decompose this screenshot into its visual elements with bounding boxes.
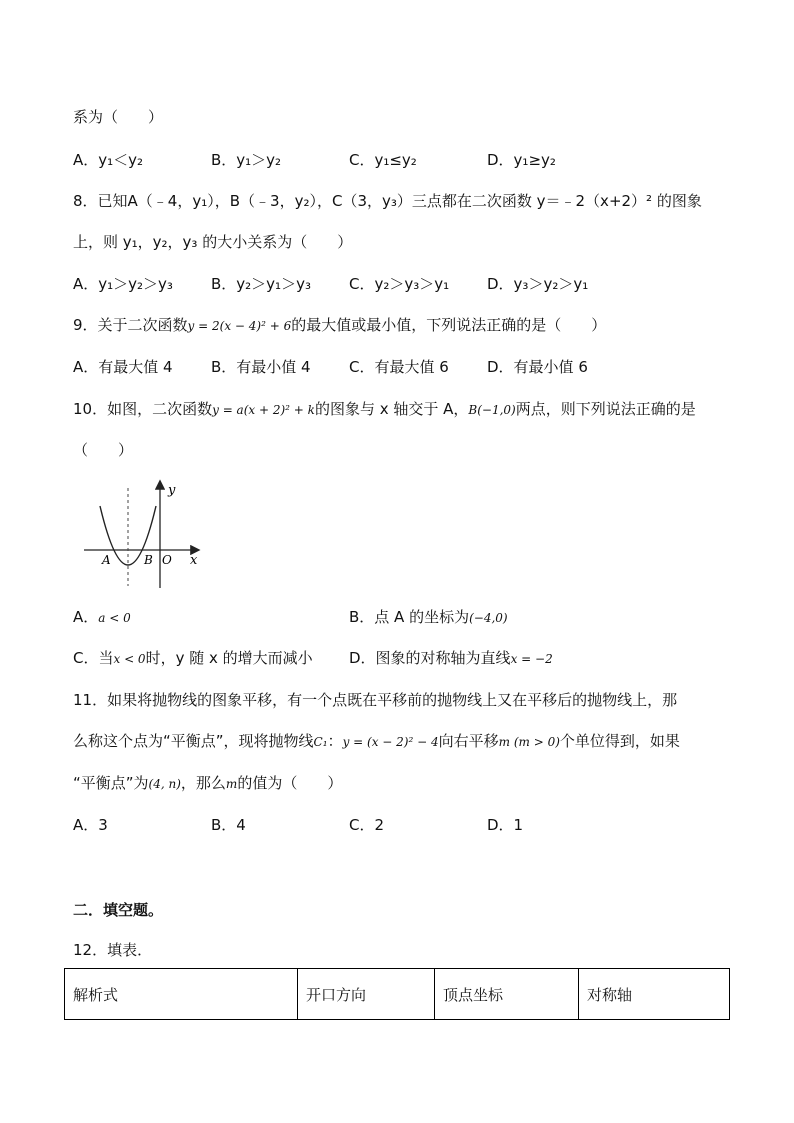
q10-option-b-label: B．点 A 的坐标为	[349, 608, 470, 626]
q11-colon: ：	[327, 732, 343, 750]
q11-line3-prefix: “平衡点”为	[73, 774, 149, 792]
q11-stem-line1: 11．如果将抛物线的图象平移，有一个点既在平移前的抛物线上又在平移后的抛物线上，那	[73, 691, 678, 709]
q11-line2-prefix: 么称这个点为“平衡点”，现将抛物线	[73, 732, 314, 750]
parabola-graph	[80, 478, 210, 593]
q7-stem-tail: 系为（ ）	[73, 108, 164, 126]
table-header-cell: 顶点坐标	[435, 969, 579, 1020]
q9-prefix: 9．关于二次函数	[73, 316, 188, 334]
q9-formula: y = 2(x − 4)² + 6	[187, 319, 292, 333]
q11-option-d: D．1	[487, 816, 524, 834]
q10-prefix: 10．如图，二次函数	[73, 400, 213, 418]
q9-option-b: B．有最小值 4	[211, 358, 311, 376]
q10-option-a-math: a < 0	[98, 611, 131, 625]
q9-stem	[73, 315, 606, 336]
q7-option-a: A．y₁＜y₂	[73, 151, 144, 169]
table-header-row	[65, 969, 730, 1020]
q11-line3-mid: ，那么	[180, 774, 226, 792]
q10-option-d-math: x = −2	[510, 652, 553, 666]
q11-option-b: B．4	[211, 816, 246, 834]
table-header-cell: 解析式	[65, 969, 298, 1020]
q8-stem-line1: 8．已知A（﹣4，y₁），B（﹣3，y₂），C（3，y₃）三点都在二次函数 y＝﹣2（x+2）² 的图象	[73, 192, 702, 210]
q10-point-b: B(−1,0)	[468, 403, 516, 417]
q11-line2-mid: 向右平移	[438, 732, 499, 750]
q10-paren: （ ）	[73, 441, 134, 459]
table-header-cell: 对称轴	[579, 969, 730, 1020]
q11-curve-name: C₁	[313, 735, 328, 749]
q10-suffix: 两点，则下列说法正确的是	[515, 400, 696, 418]
q11-point: (4, n)	[148, 777, 181, 791]
q11-m: m	[225, 777, 238, 791]
q10-middle: 的图象与 x 轴交于 A，	[314, 400, 469, 418]
q11-shift: m (m > 0)	[498, 735, 560, 749]
q10-option-a	[73, 607, 131, 628]
q7-option-c: C．y₁≤y₂	[349, 151, 417, 169]
table-header-cell: 开口方向	[298, 969, 435, 1020]
q10-option-a-label: A．	[73, 608, 99, 626]
q8-option-b: B．y₂＞y₁＞y₃	[211, 275, 311, 293]
q8-stem-line2: 上，则 y₁，y₂，y₃ 的大小关系为（ ）	[73, 233, 353, 251]
q11-stem-line3	[73, 773, 342, 794]
q11-line3-suffix: 的值为（ ）	[237, 774, 343, 792]
graph-label-origin: O	[162, 553, 172, 567]
q10-option-d-label: D．图象的对称轴为直线	[349, 649, 511, 667]
graph-label-a: A	[102, 553, 111, 567]
q8-option-c: C．y₂＞y₃＞y₁	[349, 275, 450, 293]
q9-option-c: C．有最大值 6	[349, 358, 449, 376]
graph-label-y: y	[168, 483, 176, 498]
q8-option-d: D．y₃＞y₂＞y₁	[487, 275, 589, 293]
q11-formula: y = (x − 2)² − 4	[342, 735, 439, 749]
q11-option-c: C．2	[349, 816, 385, 834]
q10-option-b-math: (−4,0)	[469, 611, 508, 625]
q12-title: 12．填表．	[73, 941, 153, 959]
q10-option-c	[73, 648, 313, 669]
q9-suffix: 的最大值或最小值，下列说法正确的是（ ）	[291, 316, 607, 334]
q10-formula: y = a(x + 2)² + k	[212, 403, 315, 417]
q8-option-a: A．y₁＞y₂＞y₃	[73, 275, 173, 293]
q10-option-c-math: x < 0	[113, 652, 146, 666]
q10-option-d	[349, 648, 553, 669]
fill-table	[64, 968, 730, 1020]
q11-option-a: A．3	[73, 816, 108, 834]
section-title: 二．填空题。	[73, 901, 164, 919]
graph-label-x: x	[190, 553, 198, 568]
q10-option-c-suffix: 时，y 随 x 的增大而减小	[145, 649, 313, 667]
q10-stem	[73, 399, 696, 420]
q7-option-d: D．y₁≥y₂	[487, 151, 556, 169]
q7-option-b: B．y₁＞y₂	[211, 151, 282, 169]
q10-option-b	[349, 607, 508, 628]
q9-option-d: D．有最小值 6	[487, 358, 588, 376]
q11-stem-line2	[73, 731, 680, 752]
graph-label-b: B	[144, 553, 153, 567]
q10-option-c-label: C．当	[73, 649, 114, 667]
q11-line2-suffix: 个单位得到，如果	[559, 732, 680, 750]
q9-option-a: A．有最大值 4	[73, 358, 173, 376]
